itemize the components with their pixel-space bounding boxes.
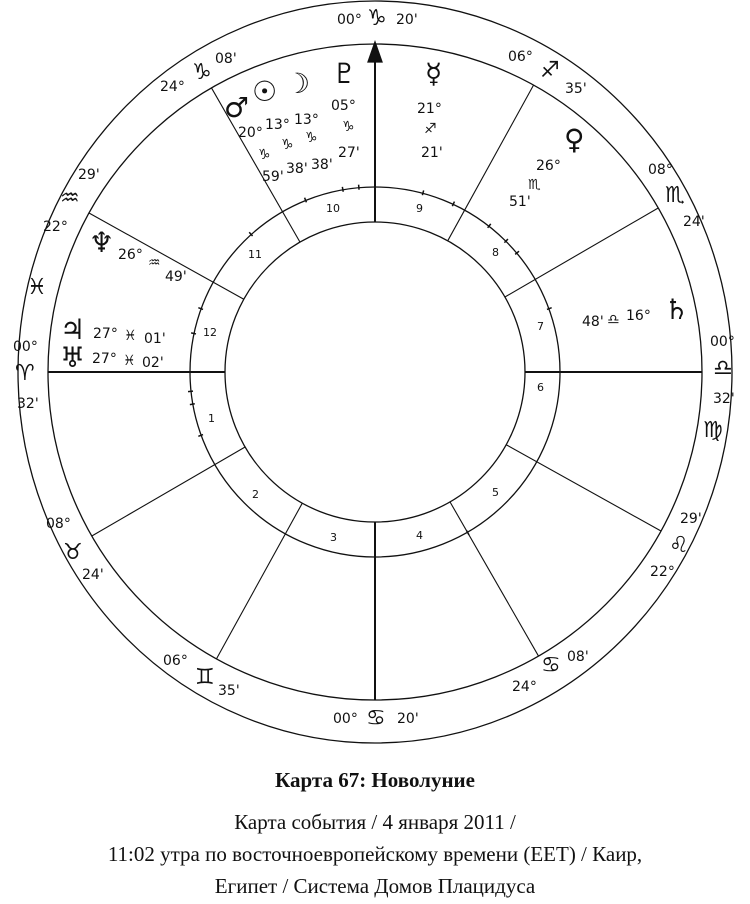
degree-tick — [547, 308, 552, 310]
house-number-1: 1 — [208, 412, 215, 425]
virgo-icon: ♍ — [703, 418, 723, 443]
ic-degree: 00° — [333, 711, 358, 727]
jupiter-icon: ♃ — [60, 313, 86, 346]
ic-minutes: 20' — [397, 711, 419, 727]
c2-sign-icon: ♉ — [63, 540, 83, 565]
saturn-sign-icon: ♎ — [607, 312, 620, 328]
caption-line-2: 11:02 утра по восточноевропейскому времени (EET) / Каир, — [107, 842, 643, 866]
house-number-7: 7 — [537, 320, 544, 333]
c3-sign-icon: ♊ — [195, 665, 215, 690]
jupiter-sign-icon: ♓ — [124, 328, 137, 344]
neptune-minutes: 49' — [165, 269, 187, 285]
sun-degree: 13° — [265, 117, 290, 133]
mc-minutes: 20' — [396, 12, 418, 28]
uranus-sign-icon: ♓ — [123, 353, 136, 369]
sun-icon: ☉ — [252, 75, 278, 108]
inner-circle — [225, 222, 525, 522]
uranus-icon: ♅ — [60, 341, 86, 374]
house-number-3: 3 — [330, 531, 337, 544]
degree-tick — [422, 190, 423, 195]
degree-tick — [191, 333, 196, 334]
c9-sign-icon: ♐ — [540, 58, 560, 83]
mercury-icon: ☿ — [425, 57, 443, 90]
cusp-line-c3 — [216, 503, 302, 659]
degree-tick — [198, 308, 203, 310]
jupiter-minutes: 01' — [144, 331, 166, 347]
pluto-degree: 05° — [331, 98, 356, 114]
mars-minutes: 59' — [262, 169, 284, 185]
degree-tick — [190, 404, 195, 405]
c12-minutes: 29' — [78, 167, 100, 183]
pluto-sign-icon: ♑ — [342, 119, 355, 135]
c9-degree: 06° — [508, 49, 533, 65]
moon-sign-icon: ♑ — [305, 130, 318, 146]
house-number-4: 4 — [416, 529, 423, 542]
cusp-line-c8 — [505, 208, 658, 297]
dsc-sign-icon: ♎ — [713, 356, 733, 381]
dsc-degree: 00° — [710, 334, 735, 350]
degree-tick — [188, 391, 193, 392]
house-number-11: 11 — [248, 248, 262, 261]
pluto-icon: ♇ — [332, 57, 358, 90]
mercury-minutes: 21' — [421, 145, 443, 161]
c11-sign-icon: ♑ — [192, 60, 212, 85]
uranus-minutes: 02' — [142, 355, 164, 371]
c6-degree: 22° — [650, 564, 675, 580]
mc-sign-icon: ♑ — [367, 6, 387, 31]
sun-minutes: 38' — [286, 161, 308, 177]
c5-degree: 24° — [512, 679, 537, 695]
mars-degree: 20° — [238, 125, 263, 141]
ic-sign-icon: ♋ — [366, 706, 386, 731]
degree-tick — [342, 187, 343, 192]
c12-degree: 22° — [43, 219, 68, 235]
c8-minutes: 24' — [683, 214, 705, 230]
house-number-2: 2 — [252, 488, 259, 501]
saturn-minutes: 48' — [582, 314, 604, 330]
neptune-icon: ♆ — [89, 226, 115, 259]
mercury-degree: 21° — [417, 101, 442, 117]
c3-degree: 06° — [163, 653, 188, 669]
c9-minutes: 35' — [565, 81, 587, 97]
jupiter-degree: 27° — [93, 326, 118, 342]
mc-arrow-icon — [368, 42, 382, 62]
house-number-10: 10 — [326, 202, 340, 215]
c5-minutes: 08' — [567, 649, 589, 665]
c2-degree: 08° — [46, 516, 71, 532]
house-number-9: 9 — [416, 202, 423, 215]
c6-sign-icon: ♌ — [669, 533, 689, 558]
neptune-sign-icon: ♒ — [148, 255, 161, 271]
mc-degree: 00° — [337, 12, 362, 28]
c8-degree: 08° — [648, 162, 673, 178]
venus-icon: ♀ — [564, 123, 585, 156]
dsc-minutes: 32' — [713, 391, 735, 407]
c2-minutes: 24' — [82, 567, 104, 583]
cusp-line-c2 — [92, 447, 245, 536]
moon-degree: 13° — [294, 112, 319, 128]
mars-icon: ♂ — [224, 91, 250, 124]
house-number-5: 5 — [492, 486, 499, 499]
venus-degree: 26° — [536, 158, 561, 174]
c3-minutes: 35' — [218, 683, 240, 699]
house-number-12: 12 — [203, 326, 217, 339]
c11-degree: 24° — [160, 79, 185, 95]
cusp-line-c6 — [506, 445, 661, 531]
c5-sign-icon: ♋ — [541, 653, 561, 678]
saturn-degree: 16° — [626, 308, 651, 324]
chart-title: Карта 67: Новолуние — [275, 768, 475, 792]
uranus-degree: 27° — [92, 351, 117, 367]
caption-line-3: Египет / Система Домов Плацидуса — [214, 874, 536, 898]
caption-line-1: Карта события / 4 января 2011 / — [234, 810, 516, 834]
neptune-degree: 26° — [118, 247, 143, 263]
asc-degree: 00° — [13, 339, 38, 355]
c11-minutes: 08' — [215, 51, 237, 67]
moon-icon: ☽ — [285, 67, 311, 100]
pisces-icon: ♓ — [27, 275, 47, 300]
c12-sign-icon: ♒ — [60, 186, 80, 211]
house-number-6: 6 — [537, 381, 544, 394]
asc-sign-icon: ♈ — [15, 361, 35, 386]
asc-minutes: 32' — [17, 396, 39, 412]
cusp-line-c9 — [448, 85, 534, 241]
degree-tick — [305, 198, 307, 203]
mars-sign-icon: ♑ — [258, 147, 271, 163]
venus-minutes: 51' — [509, 194, 531, 210]
c6-minutes: 29' — [680, 511, 702, 527]
saturn-icon: ♄ — [664, 293, 690, 326]
pluto-minutes: 27' — [338, 145, 360, 161]
degree-tick — [198, 435, 203, 437]
moon-minutes: 38' — [311, 157, 333, 173]
cusp-line-c5 — [450, 502, 539, 656]
sun-sign-icon: ♑ — [281, 137, 294, 153]
c8-sign-icon: ♏ — [665, 183, 685, 208]
house-number-8: 8 — [492, 246, 499, 259]
mercury-sign-icon: ♐ — [424, 121, 437, 137]
venus-sign-icon: ♏ — [528, 177, 541, 193]
